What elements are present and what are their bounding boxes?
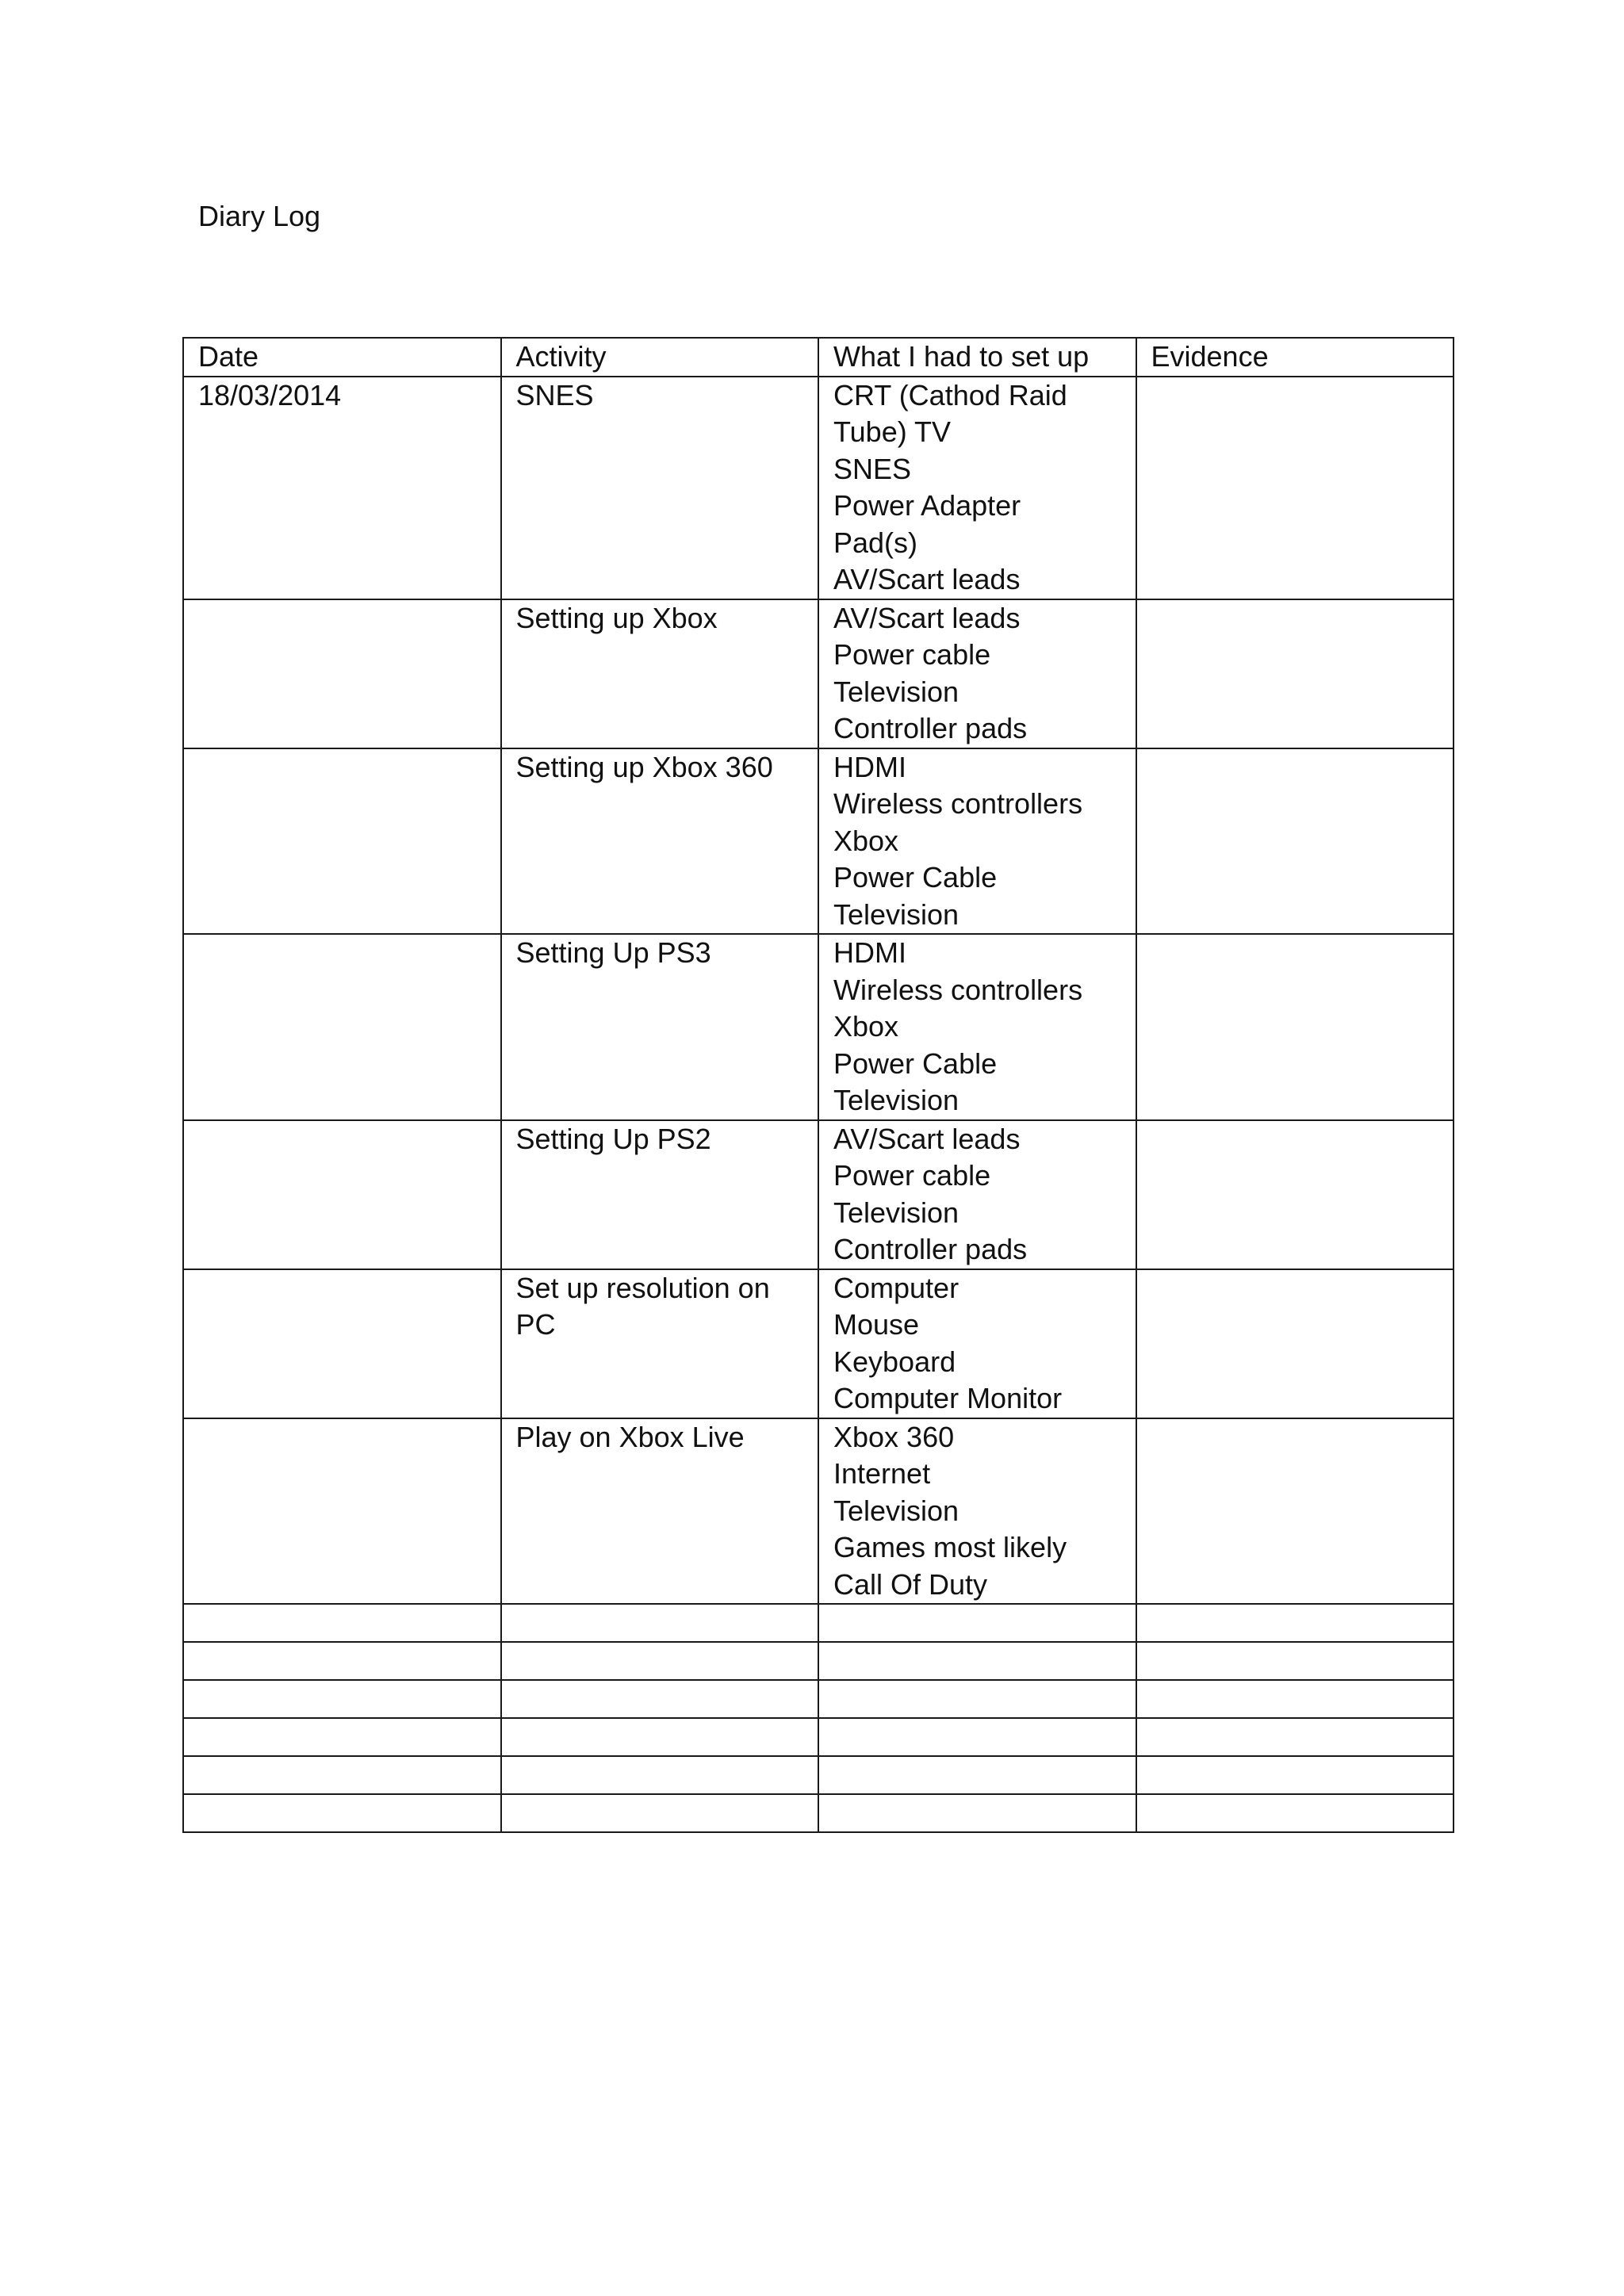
header-activity: Activity <box>501 338 819 377</box>
setup-item: Games most likely Call Of Duty <box>833 1531 1067 1601</box>
empty-cell <box>183 1604 501 1642</box>
setup-item: Pad(s) <box>833 526 918 559</box>
empty-cell <box>1136 1794 1454 1832</box>
cell-evidence <box>1136 599 1454 748</box>
empty-cell <box>1136 1756 1454 1794</box>
cell-setup <box>818 377 1136 599</box>
setup-item: AV/Scart leads <box>833 563 1021 595</box>
empty-table-row <box>183 1794 1454 1832</box>
empty-cell <box>818 1756 1136 1794</box>
setup-item: Wireless controllers <box>833 787 1083 820</box>
table-row <box>183 599 1454 748</box>
cell-evidence <box>1136 748 1454 935</box>
cell-activity: Setting Up PS3 <box>501 934 819 1120</box>
setup-item: Power Cable <box>833 1047 998 1080</box>
cell-setup <box>818 934 1136 1120</box>
cell-evidence <box>1136 377 1454 599</box>
table-body <box>183 377 1454 1833</box>
cell-date <box>183 1269 501 1418</box>
cell-date <box>183 1120 501 1269</box>
cell-date <box>183 1418 501 1605</box>
header-evidence: Evidence <box>1136 338 1454 377</box>
empty-table-row <box>183 1680 1454 1718</box>
setup-item: CRT (Cathod Raid Tube) TV <box>833 378 1067 448</box>
cell-activity: Set up resolution on PC <box>501 1269 819 1418</box>
empty-cell <box>1136 1718 1454 1756</box>
setup-item: Television <box>833 1196 959 1229</box>
setup-item: Xbox <box>833 824 899 857</box>
cell-setup <box>818 748 1136 935</box>
empty-table-row <box>183 1718 1454 1756</box>
cell-date <box>183 748 501 935</box>
empty-cell <box>501 1642 819 1680</box>
empty-cell <box>1136 1604 1454 1642</box>
setup-item: Keyboard <box>833 1345 956 1378</box>
empty-cell <box>183 1718 501 1756</box>
setup-item: Mouse <box>833 1308 920 1341</box>
cell-evidence <box>1136 1418 1454 1605</box>
empty-cell <box>183 1642 501 1680</box>
cell-activity: Setting up Xbox 360 <box>501 748 819 935</box>
cell-date: 18/03/2014 <box>183 377 501 599</box>
setup-item: Power Cable <box>833 861 998 894</box>
empty-cell <box>818 1642 1136 1680</box>
cell-activity: SNES <box>501 377 819 599</box>
empty-cell <box>501 1794 819 1832</box>
empty-cell <box>183 1794 501 1832</box>
empty-cell <box>818 1604 1136 1642</box>
empty-table-row <box>183 1642 1454 1680</box>
setup-item: Computer Monitor <box>833 1382 1063 1414</box>
cell-activity: Setting up Xbox <box>501 599 819 748</box>
empty-cell <box>1136 1680 1454 1718</box>
table-row <box>183 1418 1454 1605</box>
cell-date <box>183 934 501 1120</box>
header-date: Date <box>183 338 501 377</box>
empty-cell <box>501 1604 819 1642</box>
setup-item: SNES <box>833 452 912 485</box>
setup-item: HDMI <box>833 936 906 969</box>
setup-item: Xbox 360 <box>833 1420 955 1453</box>
empty-cell <box>501 1680 819 1718</box>
empty-cell <box>501 1718 819 1756</box>
table-row <box>183 934 1454 1120</box>
setup-item: Controller pads <box>833 1233 1028 1265</box>
table-row <box>183 1120 1454 1269</box>
setup-item: Power cable <box>833 1159 991 1192</box>
setup-item: Television <box>833 1494 959 1527</box>
cell-evidence <box>1136 934 1454 1120</box>
setup-item: Television <box>833 1084 959 1116</box>
setup-item: Power cable <box>833 638 991 671</box>
cell-date <box>183 599 501 748</box>
empty-cell <box>501 1756 819 1794</box>
table-row <box>183 1269 1454 1418</box>
cell-activity: Play on Xbox Live <box>501 1418 819 1605</box>
empty-cell <box>818 1794 1136 1832</box>
cell-evidence <box>1136 1120 1454 1269</box>
setup-item: Computer <box>833 1271 959 1304</box>
table-row <box>183 377 1454 599</box>
table-header-row <box>183 338 1454 377</box>
setup-item: Xbox <box>833 1010 899 1043</box>
setup-item: Internet <box>833 1457 931 1490</box>
cell-setup <box>818 599 1136 748</box>
cell-setup <box>818 1269 1136 1418</box>
empty-table-row <box>183 1604 1454 1642</box>
cell-setup <box>818 1120 1136 1269</box>
setup-item: Television <box>833 897 959 931</box>
cell-setup <box>818 1418 1136 1605</box>
empty-cell <box>818 1718 1136 1756</box>
setup-item: Wireless controllers <box>833 973 1083 1006</box>
header-setup: What I had to set up <box>818 338 1136 377</box>
cell-activity: Setting Up PS2 <box>501 1120 819 1269</box>
setup-item: AV/Scart leads <box>833 1122 1021 1155</box>
empty-cell <box>183 1680 501 1718</box>
empty-cell <box>183 1756 501 1794</box>
setup-item: Power Adapter <box>833 489 1021 522</box>
setup-item: Controller pads <box>833 712 1028 744</box>
cell-evidence <box>1136 1269 1454 1418</box>
empty-table-row <box>183 1756 1454 1794</box>
setup-item: AV/Scart leads <box>833 601 1021 634</box>
table-row <box>183 748 1454 935</box>
diary-log-table <box>182 337 1454 1833</box>
document-title: Diary Log <box>198 200 321 232</box>
empty-cell <box>1136 1642 1454 1680</box>
setup-item: Television <box>833 675 959 708</box>
setup-item: HDMI <box>833 750 906 783</box>
empty-cell <box>818 1680 1136 1718</box>
